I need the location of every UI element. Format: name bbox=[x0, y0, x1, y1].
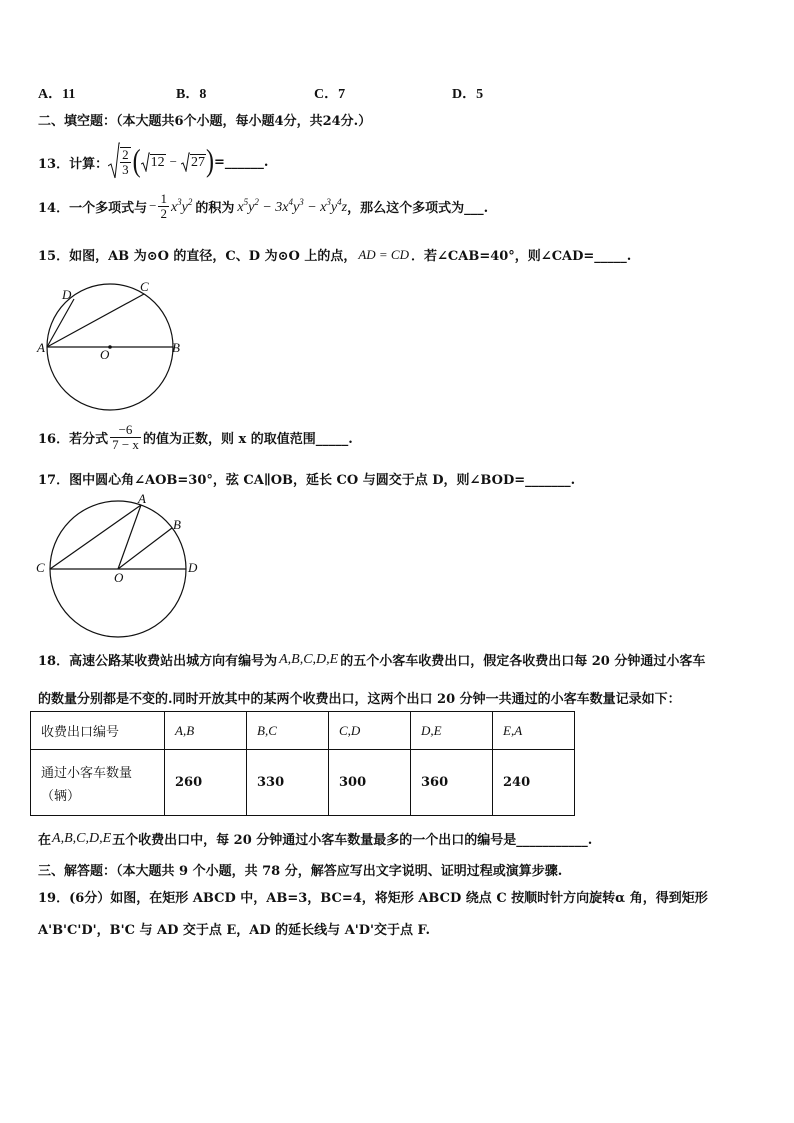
question-16 bbox=[38, 423, 353, 451]
q13-sqrt-fraction bbox=[108, 142, 133, 182]
question-18-line-1 bbox=[38, 650, 705, 669]
q14-monomial: $x^3y^2$ bbox=[170, 196, 193, 215]
q18-exit-set: A,B,C,D,E bbox=[279, 651, 339, 667]
q13-frac-den: 3 bbox=[122, 162, 129, 177]
q14-mid: 的积为 bbox=[195, 200, 235, 216]
question-15 bbox=[38, 245, 631, 264]
q18-line3-start: 在 bbox=[38, 833, 52, 848]
q15-label-o: O bbox=[100, 347, 110, 362]
question-19-line-1: 19．(6分）如图，在矩形 ABCD 中，AB=3，BC=4，将矩形 ABCD 绕点 C 按顺时针方向旋转α 角，得到矩形 bbox=[38, 891, 708, 906]
q15-label-c: C bbox=[140, 279, 149, 294]
q16-frac-den: 7 − x bbox=[112, 436, 139, 452]
q14-fraction bbox=[158, 192, 169, 220]
q18-line1-start: 18．高速公路某收费站出城方向有编号为 bbox=[38, 654, 278, 669]
q13-minus: − bbox=[169, 154, 177, 169]
section-heading-solve: 三、解答题：（本大题共 9 个小题，共 78 分，解答应写出文字说明、证明过程或演算步骤. bbox=[38, 864, 563, 879]
q16-label: 16．若分式 bbox=[38, 431, 109, 447]
q14-label: 14．一个多项式与 bbox=[38, 200, 148, 216]
q13-tail: =______. bbox=[213, 154, 269, 170]
q13-label: 13．计算： bbox=[38, 156, 109, 172]
right-paren: ) bbox=[205, 144, 214, 179]
table-cell-exit: D,E bbox=[411, 712, 493, 750]
table-cell-count: 260 bbox=[165, 750, 247, 816]
q14-product: $x^5y^2 - 3x^4y^3 - x^3y^4z$ bbox=[237, 196, 348, 215]
question-18-line-2: 的数量分别都是不变的.同时开放其中的某两个收费出口，这两个出口 20 分钟一共通过的小客车数量记录如下： bbox=[38, 692, 681, 707]
radical-sign-icon bbox=[108, 142, 120, 182]
question-14 bbox=[38, 192, 488, 220]
table-row-exits bbox=[31, 712, 575, 750]
table-header-count bbox=[31, 750, 165, 816]
table-cell-count: 330 bbox=[247, 750, 329, 816]
q14-end: ，那么这个多项式为___. bbox=[347, 200, 489, 216]
q17-label-d: D bbox=[188, 560, 198, 575]
table-cell-exit: E,A bbox=[493, 712, 575, 750]
q17-label-o: O bbox=[114, 570, 124, 585]
table-header-count-line1: 通过小客车数量 bbox=[41, 765, 133, 781]
q15-text-a: 15．如图，AB 为⊙O 的直径，C、D 为⊙O 上的点， bbox=[38, 249, 357, 264]
q16-frac-num: −6 bbox=[110, 423, 141, 438]
q15-label-d: D bbox=[62, 287, 72, 302]
q17-radius-oa bbox=[118, 505, 141, 569]
q13-frac-num: 2 bbox=[122, 147, 129, 163]
q18-line3-end: 五个收费出口中，每 20 分钟通过小客车数量最多的一个出口的编号是___________. bbox=[112, 833, 593, 848]
q16-fraction bbox=[110, 423, 141, 451]
table-cell-exit: A,B bbox=[165, 712, 247, 750]
radical-sign-icon bbox=[181, 152, 190, 172]
q13-sqrt1: 12 bbox=[150, 154, 165, 170]
q15-circle-figure bbox=[30, 275, 200, 415]
q14-neg: − bbox=[149, 198, 157, 214]
table-cell-exit: B,C bbox=[247, 712, 329, 750]
table-header-exit-id: 收费出口编号 bbox=[31, 712, 165, 750]
q17-circle-figure bbox=[30, 490, 210, 640]
q18-exit-set-2: A,B,C,D,E bbox=[52, 830, 112, 846]
option-c: C．7 bbox=[314, 87, 346, 102]
question-18-line-3 bbox=[38, 829, 592, 848]
q13-sqrt2: 27 bbox=[190, 154, 205, 170]
q18-line1-end: 的五个小客车收费出口，假定各收费出口每 20 分钟通过小客车 bbox=[340, 654, 706, 669]
q17-label-a: A bbox=[138, 491, 146, 506]
q17-chord-ca bbox=[50, 505, 141, 569]
q17-radius-ob bbox=[118, 528, 172, 569]
q15-text-b: ．若∠CAB=40°，则∠CAD=_____. bbox=[411, 249, 632, 264]
q17-label-c: C bbox=[36, 560, 45, 575]
question-17: 17．图中圆心角∠AOB=30°，弦 CA∥OB，延长 CO 与圆交于点 D，则∠BOD=_______. bbox=[38, 473, 576, 488]
table-cell-exit: C,D bbox=[329, 712, 411, 750]
q14-frac-den: 2 bbox=[160, 205, 167, 221]
table-cell-count: 300 bbox=[329, 750, 411, 816]
table-row-counts bbox=[31, 750, 575, 816]
table-cell-count: 240 bbox=[493, 750, 575, 816]
table-header-count-line2: （辆） bbox=[41, 788, 81, 804]
toll-exit-table bbox=[30, 711, 575, 816]
question-19-line-2: A'B'C'D'，B'C 与 AD 交于点 E，AD 的延长线与 A'D'交于点 F. bbox=[38, 923, 431, 938]
q14-frac-num: 1 bbox=[160, 191, 167, 206]
q13-fraction bbox=[120, 147, 131, 176]
q15-arc-equality: AD = CD bbox=[358, 246, 409, 262]
q16-tail: 的值为正数，则 x 的取值范围_____. bbox=[142, 431, 353, 447]
option-a: A．11 bbox=[38, 87, 76, 102]
q15-label-a: A bbox=[37, 340, 45, 355]
radical-sign-icon bbox=[141, 152, 150, 172]
table-cell-count: 360 bbox=[411, 750, 493, 816]
section-heading-fill-in: 二、填空题：（本大题共6个小题，每小题4分，共24分.） bbox=[38, 114, 372, 129]
q15-label-b: B bbox=[172, 340, 180, 355]
option-b: B．8 bbox=[176, 87, 207, 102]
q17-label-b: B bbox=[173, 517, 181, 532]
left-paren: ( bbox=[132, 144, 141, 179]
question-13 bbox=[38, 142, 268, 182]
option-d: D．5 bbox=[452, 87, 484, 102]
